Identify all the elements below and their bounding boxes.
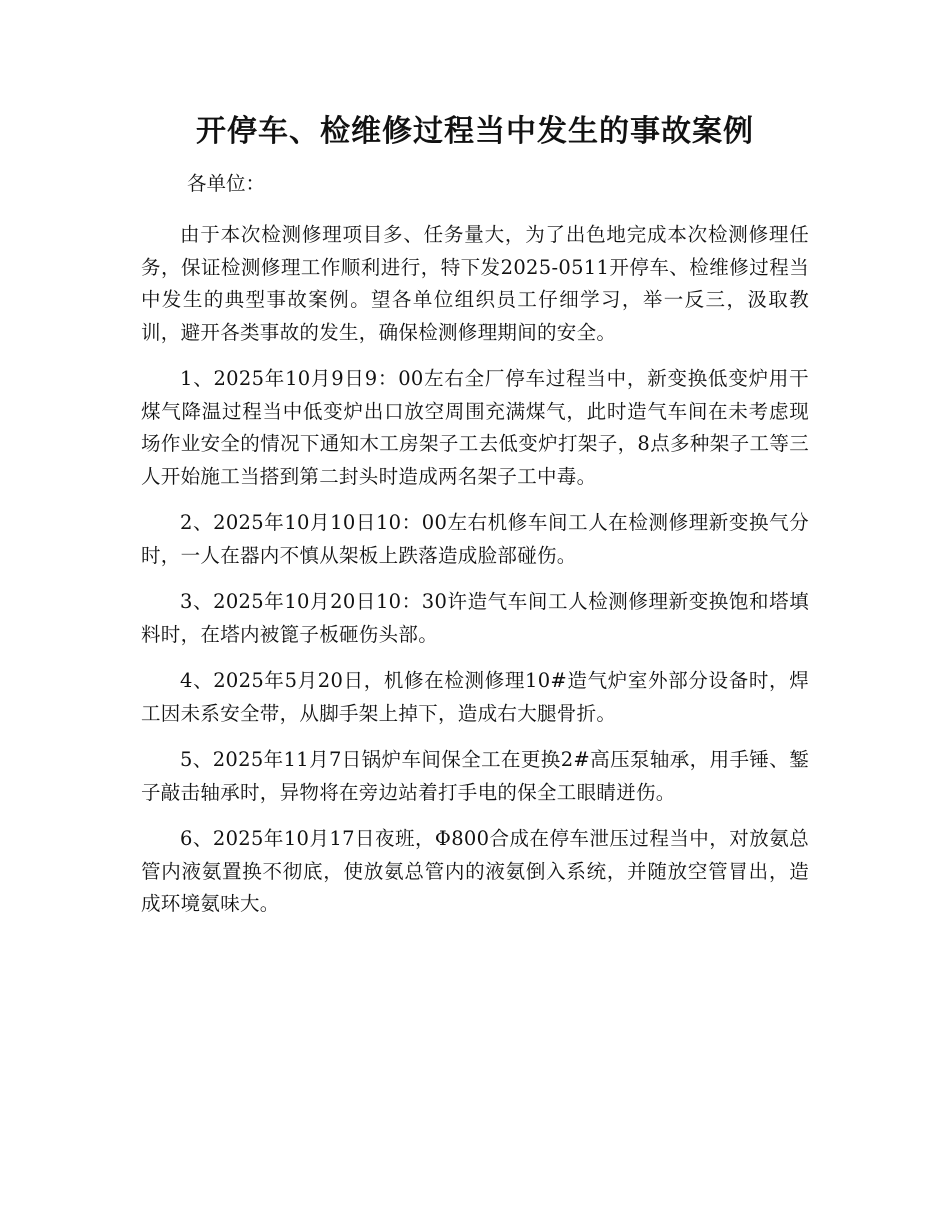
case-item-3: 3、2025年10月20日10：30许造气车间工人检测修理新变换饱和塔填料时，在塔内被篦子板砸伤头部。 [141, 590, 809, 646]
document-body [141, 219, 809, 935]
case-item-1: 1、2025年10月9日9：00左右全厂停车过程当中，新变换低变炉用干煤气降温过程当中低变炉出口放空周围充满煤气，此时造气车间在未考虑现场作业安全的情况下通知木工房架子工去低变炉打架子，8点多种架子工等三人开始施工当搭到第二封头时造成两名架子工中毒。 [141, 367, 809, 488]
document-title: 开停车、检维修过程当中发生的事故案例 [196, 114, 754, 149]
intro-paragraph: 由于本次检测修理项目多、任务量大，为了出色地完成本次检测修理任务，保证检测修理工作顺利进行，特下发2025-0511开停车、检维修过程当中发生的典型事故案例。望各单位组织员工仔细学习，举一反三，汲取教训，避开各类事故的发生，确保检测修理期间的安全。 [141, 223, 809, 344]
case-item-5: 5、2025年11月7日锅炉车间保全工在更换2#高压泵轴承，用手锤、錾子敲击轴承时，异物将在旁边站着打手电的保全工眼睛迸伤。 [141, 748, 809, 804]
salutation: 各单位： [187, 172, 266, 195]
case-item-2: 2、2025年10月10日10：00左右机修车间工人在检测修理新变换气分时，一人在器内不慎从架板上跌落造成脸部碰伤。 [141, 511, 809, 567]
case-item-4: 4、2025年5月20日，机修在检测修理10#造气炉室外部分设备时，焊工因未系安全带，从脚手架上掉下，造成右大腿骨折。 [141, 669, 809, 725]
case-item-6: 6、2025年10月17日夜班，Φ800合成在停车泄压过程当中，对放氨总管内液氨置换不彻底，使放氨总管内的液氨倒入系统，并随放空管冒出，造成环境氨味大。 [141, 827, 809, 915]
